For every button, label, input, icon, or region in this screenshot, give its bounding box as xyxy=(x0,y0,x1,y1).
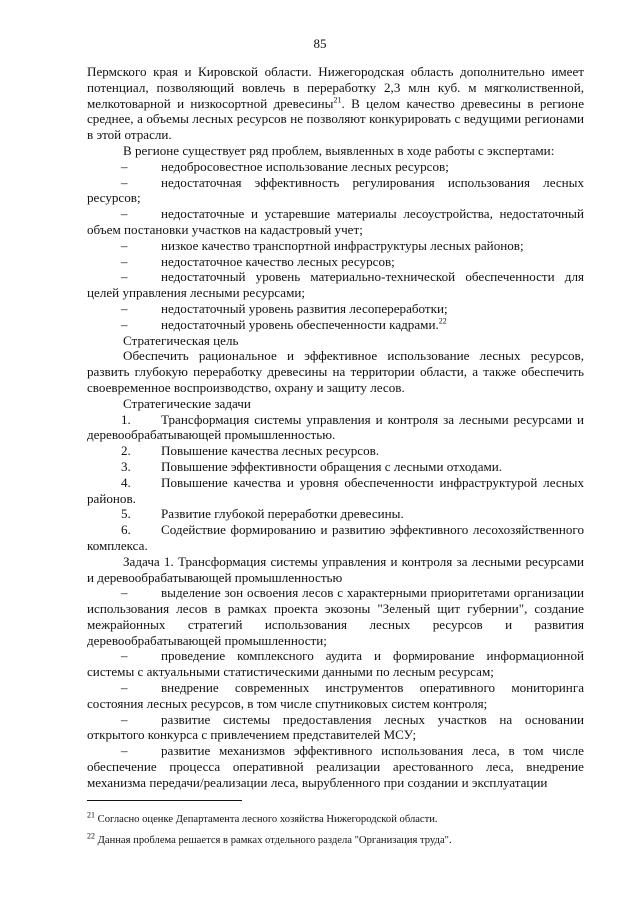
strategic-tasks-heading: Стратегические задачи xyxy=(123,395,251,411)
footnote-21: $^{21}$ Согласно оценке Департамента лесного хозяйства Нижегородской области. xyxy=(87,810,438,825)
problem-item: – недостаточные и устаревшие материалы лесоустройства, недостаточный объем постановки участков на кадастровый учет; xyxy=(87,206,584,237)
task1-measure: – развитие механизмов эффективного использования леса, в том числе обеспечение процесса оперативной реализации арестованного леса, внедрение механизма передачи/реализации леса, вырубленного при создании и эксплуатации xyxy=(87,743,584,790)
problem-item: – недостаточное качество лесных ресурсов; xyxy=(121,253,395,269)
footnote-22: $^{22}$ Данная проблема решается в рамках отдельного раздела "Организация труда". xyxy=(87,831,452,846)
task1-heading: Задача 1. Трансформация системы управления и контроля за лесными ресурсами и деревообрабатывающей промышленностью xyxy=(87,553,584,585)
task1-measure: – развитие системы предоставления лесных участков на основании открытого конкурса с привлечением представителей МСУ; xyxy=(87,711,584,743)
strategic-task-item: 4. Повышение качества и уровня обеспеченности инфраструктурой лесных районов. xyxy=(87,474,584,506)
problems-intro: В регионе существует ряд проблем, выявленных в ходе работы с экспертами: xyxy=(123,142,555,158)
task1-measure: – внедрение современных инструментов оперативного мониторинга состояния лесных ресурсов, в том числе спутниковых систем контроля; xyxy=(87,680,584,711)
problem-item: – недостаточный уровень развития лесопереработки; xyxy=(121,300,448,316)
page-number: 85 xyxy=(313,36,327,51)
opening-paragraph: Пермского края и Кировской области. Нижегородская область дополнительно имеет потенциал, позволяющий вовлечь в переработку 2,3 млн куб. м мягколиственной, мелкотоварной и низкосортной древесины$^{21}$. В целом качество древесины в регионе среднее, а объемы лесных ресурсов не позволяют конкурировать с ведущими регионами в этой отрасли. xyxy=(87,64,585,143)
task1-measure: – выделение зон освоения лесов с характерными приоритетами организации использования лесов в рамках проекта экозоны "Зеленый щит губернии", создание межрайонных стратегий использования лесных ресурсов и развития деревообрабатывающей промышленности; xyxy=(87,585,584,648)
problem-item: – недобросовестное использование лесных ресурсов; xyxy=(121,158,449,174)
problem-item: – недостаточный уровень обеспеченности кадрами.$^{22}$ xyxy=(121,316,447,332)
strategic-task-item: 3. Повышение эффективности обращения с лесными отходами. xyxy=(121,458,503,474)
footnote-ref-21: 21 xyxy=(333,95,342,105)
strategic-goal-text: Обеспечить рациональное и эффективное использование лесных ресурсов, развить глубокую переработку древесины на территории области, а также обеспечить своевременное воспроизводство, охрану и защиту лесов. xyxy=(87,348,584,395)
problem-item: – низкое качество транспортной инфраструктуры лесных районов; xyxy=(121,237,524,253)
footnote-ref-22: 22 xyxy=(438,316,447,326)
strategic-task-item: 5. Развитие глубокой переработки древесины. xyxy=(121,506,404,522)
problem-item: – недостаточный уровень материально-технической обеспеченности для целей управления лесными ресурсами; xyxy=(87,269,584,301)
strategic-task-item: 2. Повышение качества лесных ресурсов. xyxy=(121,443,380,459)
strategic-task-item: 6. Содействие формированию и развитию эффективного лесохозяйственного комплекса. xyxy=(87,522,584,553)
document-body xyxy=(87,64,584,791)
footnote-separator xyxy=(87,800,242,801)
problem-item: – недостаточная эффективность регулирования использования лесных ресурсов; xyxy=(87,174,584,206)
footnotes xyxy=(87,810,584,855)
task1-measure: – проведение комплексного аудита и формирование информационной системы с актуальными статистическими данными по лесным ресурсам; xyxy=(87,648,584,680)
strategic-goal-heading: Стратегическая цель xyxy=(123,332,239,348)
strategic-task-item: 1. Трансформация системы управления и контроля за лесными ресурсами и деревообрабатывающей промышленностью. xyxy=(87,411,584,443)
